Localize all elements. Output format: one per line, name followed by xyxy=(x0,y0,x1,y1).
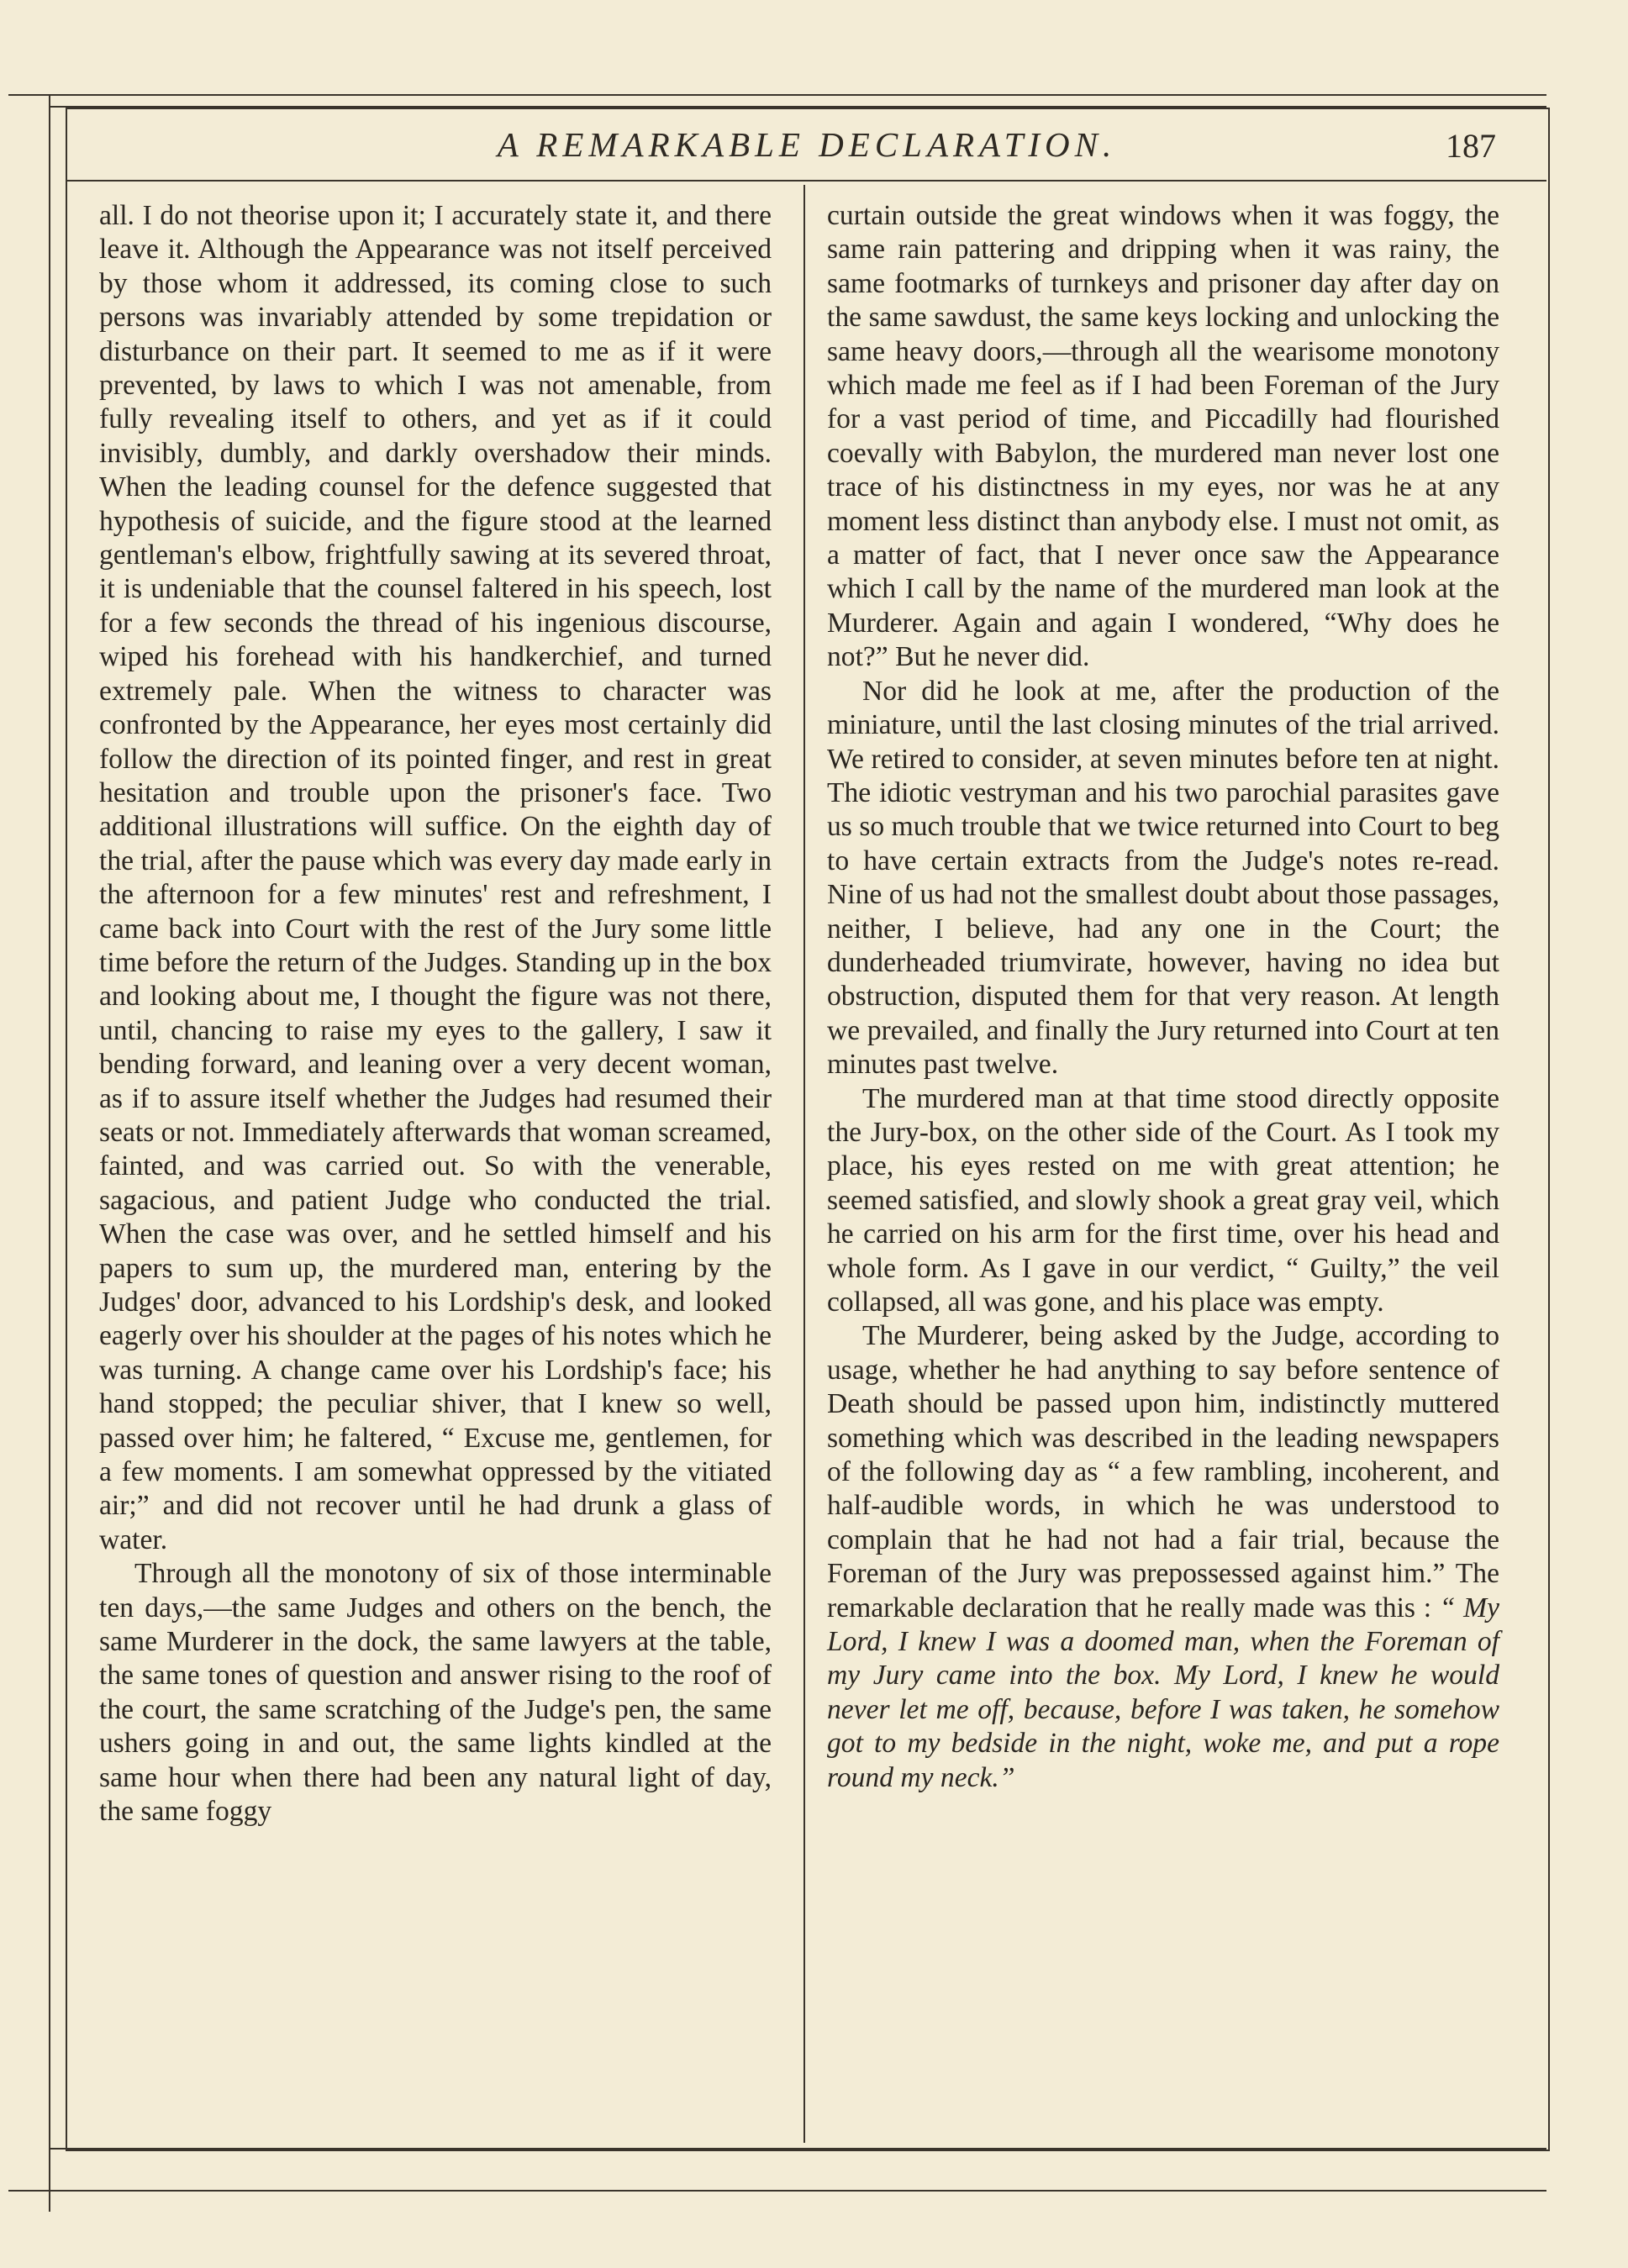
page-number: 187 xyxy=(1446,127,1496,165)
left-paragraph-1: all. I do not theorise upon it; I accurately state it, and there leave it. Although the Appearance was not itself perceived by those whom it addressed, its coming close to such persons was invariably attended by some trepidation or disturbance on their part. It seemed to me as if it were prevented, by laws to which I was not amenable, from fully revealing itself to others, and yet as if it could invisibly, dumbly, and darkly overshadow their minds. When the leading counsel for the defence suggested that hypothesis of suicide, and the figure stood at the learned gentleman's elbow, frightfully sawing at its severed throat, it is undeniable that the counsel faltered in his speech, lost for a few seconds the thread of his ingenious discourse, wiped his forehead with his handkerchief, and turned extremely pale. When the witness to character was confronted by the Appearance, her eyes most certainly did follow the direction of its pointed finger, and rest in great hesitation and trouble upon the prisoner's face. Two additional illustrations will suffice. On the eighth day of the trial, after the pause which was every day made early in the afternoon for a few minutes' rest and refreshment, I came back into Court with the rest of the Jury some little time before the return of the Judges. Standing up in the box and looking about me, I thought the figure was not there, until, chancing to raise my eyes to the gallery, I saw it bending forward, and leaning over a very decent woman, as if to assure itself whether the Judges had resumed their seats or not. Immediately afterwards that woman screamed, fainted, and was carried out. So with the venerable, sagacious, and patient Judge who conducted the trial. When the case was over, and he settled himself and his papers to sum up, the murdered man, entering by the Judges' door, advanced to his Lordship's desk, and looked eagerly over his shoulder at the pages of his notes which he was turning. A change came over his Lordship's face; his hand stopped; the peculiar shiver, that I knew so well, passed over him; he faltered, “ Excuse me, gentlemen, for a few moments. I am somewhat oppressed by the vitiated air;” and did not recover until he had drunk a glass of water. xyxy=(99,200,772,1555)
left-rule-outer xyxy=(49,94,50,2212)
column-divider xyxy=(803,185,805,2143)
right-paragraph-3: The murdered man at that time stood directly opposite the Jury-box, on the other side of the Court. As I took my place, his eyes rested on me with great attention; he seemed satisfied, and slowly shook a great gray veil, which he carried on his arm for the first time, over his head and whole form. As I gave in our verdict, “ Guilty,” the veil collapsed, all was gone, and his place was empty. xyxy=(827,1082,1499,1318)
right-column xyxy=(827,199,1499,1795)
declaration-intro: The Murderer, being asked by the Judge, according to usage, whether he had anything to say before sentence of Death should be passed upon him, indistinctly muttered something which was described in the leading newspapers of the following day as “ a few rambling, incoherent, and half-audible words, in which he was understood to complain that he had not had a fair trial, because the Foreman of the Jury was prepossessed against him.” The remarkable declaration that he really made was this : xyxy=(827,1320,1499,1623)
running-title: A REMARKABLE DECLARATION. xyxy=(497,125,1117,164)
left-column xyxy=(99,199,772,1829)
right-paragraph-2: Nor did he look at me, after the production of the miniature, until the last closing minutes of the trial arrived. We retired to consider, at seven minutes before ten at night. The idiotic vestryman and his two parochial parasites gave us so much trouble that we twice returned into Court to beg to have certain extracts from the Judge's notes re-read. Nine of us had not the smallest doubt about those passages, neither, I believe, had any one in the Court; the dunderheaded triumvirate, however, having no idea but obstruction, disputed them for that very reason. At length we prevailed, and finally the Jury returned into Court at ten minutes past twelve. xyxy=(827,675,1499,1081)
left-paragraph-2: Through all the monotony of six of those interminable ten days,—the same Judges and others on the bench, the same Murderer in the dock, the same lawyers at the table, the same tones of question and answer rising to the roof of the court, the same scratching of the Judge's pen, the same ushers going in and out, the same lights kindled at the same hour when there had been any natural light of day, the same foggy xyxy=(99,1558,772,1828)
top-rule-outer xyxy=(8,94,1546,96)
bottom-rule-outer xyxy=(8,2190,1546,2192)
right-paragraph-4 xyxy=(827,1319,1499,1795)
right-paragraph-1: curtain outside the great windows when it was foggy, the same rain pattering and dripping when it was rainy, the same footmarks of turnkeys and prisoner day after day on the same sawdust, the same keys locking and unlocking the same heavy doors,—through all the wearisome monotony which made me feel as if I had been Foreman of the Jury for a vast period of time, and Piccadilly had flourished coevally with Babylon, the murdered man never lost one trace of his distinctness in my eyes, nor was he at any moment less distinct than anybody else. I must not omit, as a matter of fact, that I never once saw the Appearance which I call by the name of the murdered man look at the Murderer. Again and again I wondered, “Why does he not?” But he never did. xyxy=(827,200,1499,673)
declaration-quote: “ My Lord, I knew I was a doomed man, when the Foreman of my Jury came into the box. My Lord, I knew he would never let me off, because, before I was taken, he somehow got to my bedside in the night, woke me, and put a rope round my neck.” xyxy=(827,1592,1499,1793)
page-header xyxy=(67,118,1546,176)
